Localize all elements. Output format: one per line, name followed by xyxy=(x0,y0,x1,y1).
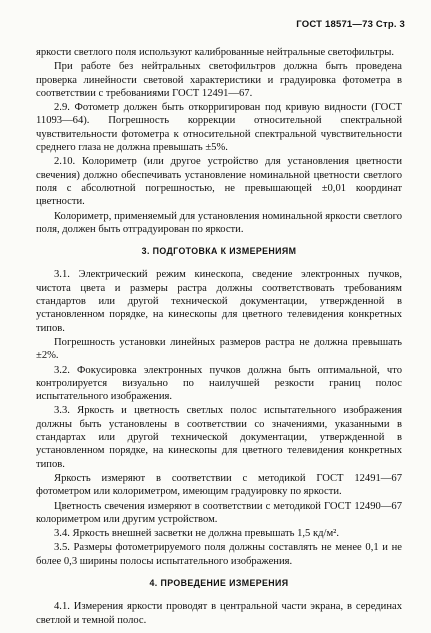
paragraph: 3.5. Размеры фотометрируемого поля должны составлять не менее 0,1 и не более 0,3 ширины полосы испытательного изображения. xyxy=(36,542,402,567)
paragraph: Яркость измеряют в соответствии с методикой ГОСТ 12491—67 фотометром или колориметром, имеющим градуировку по яркости. xyxy=(36,472,402,498)
paragraph: 3.4. Яркость внешней засветки не должна превышать 1,5 кд/м². xyxy=(54,528,340,540)
paragraph: 3.1. Электрический режим кинескопа, сведение электронных пучков, чистота цвета и размеры растра должны соответствовать требованиям стандартов или другой технической документации, утвержденной в установленном порядке, на кинескопы для цветного телевидения конкретных типов. xyxy=(36,269,402,334)
paragraph: Цветность свечения измеряют в соответствии с методикой ГОСТ 12490—67 колориметром или другим устройством. xyxy=(36,500,402,525)
paragraph: 3.3. Яркость и цветность светлых полос испытательного изображения должны быть установлены в соответствии со значениями, указанными в стандартах или другой технической документации, утвержденной в установленном порядке, на кинескопы для цветного телевидения конкретных типов. xyxy=(36,405,402,470)
paragraph: 4.1. Измерения яркости проводят в центральной части экрана, в серединах светлой и темной полос. xyxy=(36,601,402,626)
document-body xyxy=(36,46,402,628)
paragraph: При работе без нейтральных светофильтров должна быть проведена проверка линейности световой характеристики и градуировка фотометра в соответствии с требованиями ГОСТ 12491—67. xyxy=(36,61,402,99)
section-heading: 4. ПРОВЕДЕНИЕ ИЗМЕРЕНИЯ xyxy=(149,577,289,588)
paragraph: Колориметр, применяемый для установления номинальной яркости светлого поля, должен быть отградуирован по яркости. xyxy=(36,210,402,235)
page-header: ГОСТ 18571—73 Стр. 3 xyxy=(296,19,405,30)
paragraph: Погрешность установки линейных размеров растра не должна превышать ±2%. xyxy=(36,336,402,362)
paragraph: 2.10. Колориметр (или другое устройство для установления цветности свечения) должно обеспечивать установление номинальной цветности светлого поля с абсолютной погрешностью, не превышающей ±0,01 координат цветности. xyxy=(36,156,402,208)
section-heading: 3. ПОДГОТОВКА К ИЗМЕРЕНИЯМ xyxy=(141,246,297,257)
paragraph: 2.9. Фотометр должен быть откорригирован под кривую видности (ГОСТ 11093—64). Погрешность коррекции относительной спектральной чувствительности фотометра к относительной спектральной чувствительности среднего глаза не должна превышать ±5%. xyxy=(36,102,402,154)
paragraph: 3.2. Фокусировка электронных пучков должна быть оптимальной, что контролируется визуально по наилучшей резкости границ полос испытательного изображения. xyxy=(36,364,402,403)
paragraph: яркости светлого поля используют калиброванные нейтральные светофильтры. xyxy=(36,47,395,58)
